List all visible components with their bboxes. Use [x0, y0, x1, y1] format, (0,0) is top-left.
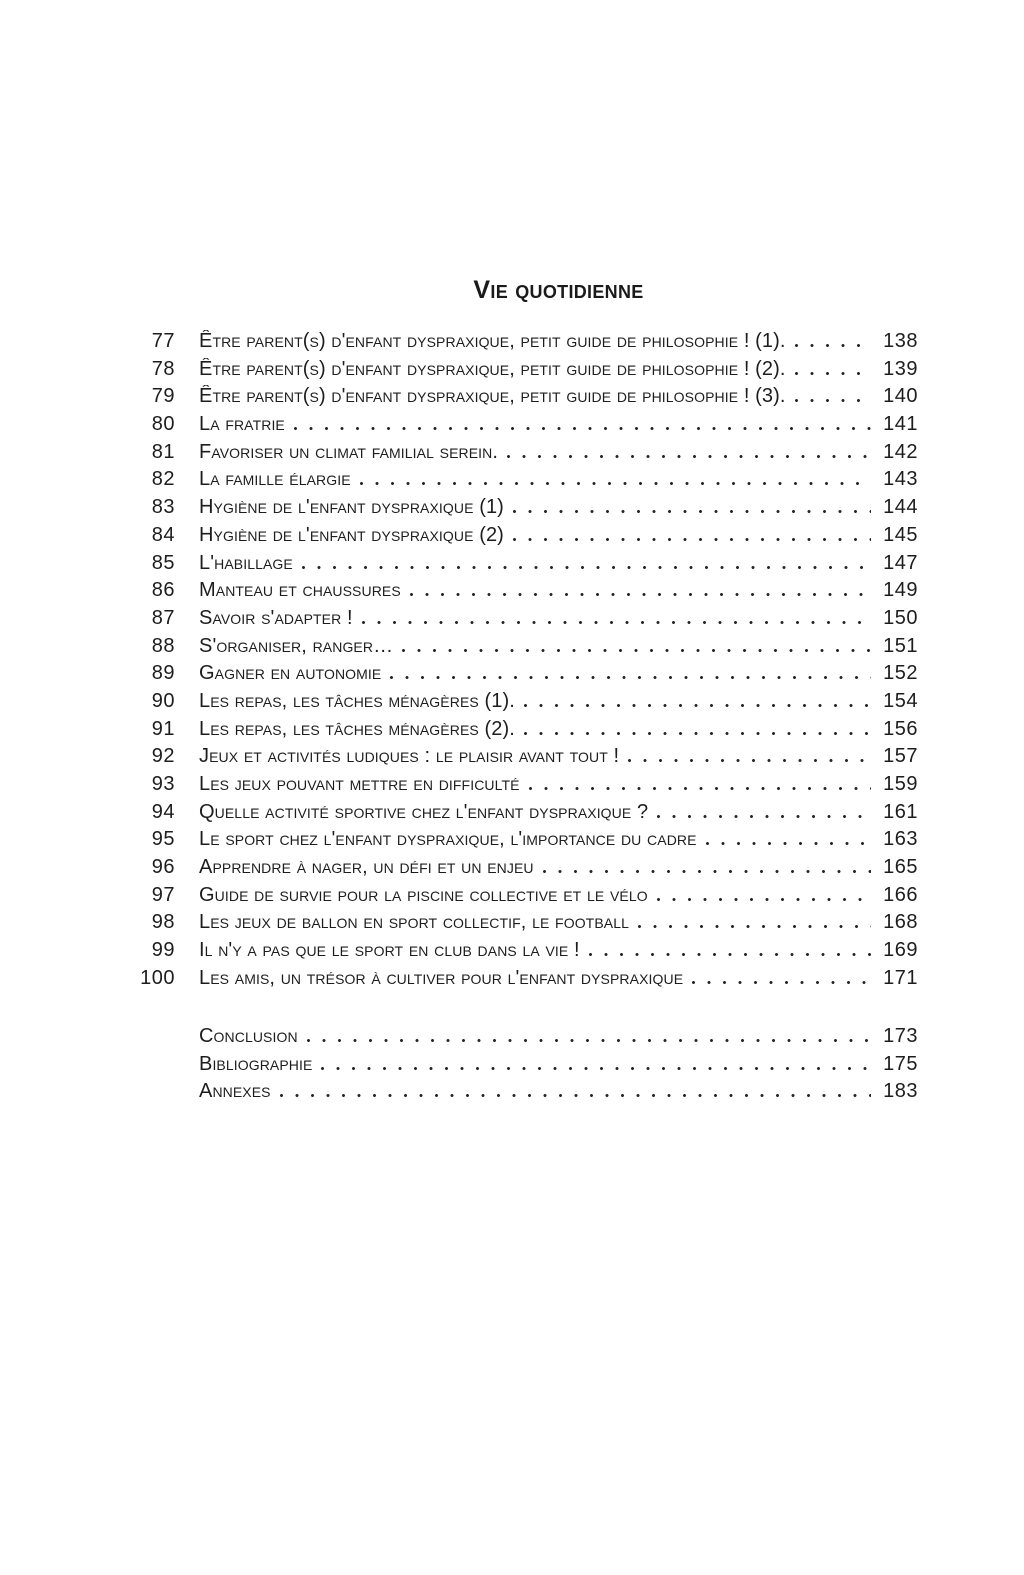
chapter-number: 96 [151, 856, 175, 879]
dot-leader [638, 925, 871, 928]
chapter-title: Être parent(s) d'enfant dyspraxique, petit guide de philosophie ! (3). [199, 385, 786, 408]
toc-entry-row [130, 468, 918, 496]
chapter-title: Les amis, un trésor à cultiver pour l'enfant dyspraxique [199, 966, 684, 989]
page-number: 183 [883, 1080, 918, 1103]
section-title: Vie quotidienne [473, 276, 644, 304]
dot-leader [513, 510, 871, 513]
chapter-title: Annexes [199, 1080, 271, 1103]
chapter-title: Être parent(s) d'enfant dyspraxique, petit guide de philosophie ! (1). [199, 330, 786, 352]
chapter-title: Il n'y a pas que le sport en club dans la vie ! [199, 939, 580, 962]
chapter-title: Bibliographie [199, 1052, 313, 1075]
toc-entry-row [130, 1025, 918, 1053]
chapter-title: Les jeux pouvant mettre en difficulté [199, 773, 520, 795]
toc-entry-row [130, 413, 918, 441]
chapter-title: Jeux et activités ludiques : le plaisir avant tout ! [199, 745, 620, 768]
chapter-title: Les jeux de ballon en sport collectif, le football [199, 911, 629, 934]
toc-entry-row [130, 524, 918, 552]
toc-entry-row [130, 939, 918, 967]
page-number: 166 [883, 883, 918, 906]
dot-leader [795, 344, 871, 347]
dot-leader [360, 482, 871, 485]
dot-leader [657, 898, 871, 901]
chapter-title: Le sport chez l'enfant dyspraxique, l'importance du cadre [199, 828, 697, 851]
dot-leader [294, 427, 871, 430]
page-number: 138 [883, 330, 918, 352]
toc-entry-row [130, 911, 918, 939]
page-number: 143 [883, 468, 918, 491]
chapter-title: Favoriser un climat familial serein. [199, 440, 499, 463]
page-number: 171 [883, 966, 918, 989]
chapter-title: La famille élargie [199, 468, 351, 491]
chapter-title: Hygiène de l'enfant dyspraxique (1) [199, 496, 504, 519]
page-number: 144 [883, 496, 918, 519]
page-number: 151 [883, 634, 918, 657]
toc-entry-row [130, 607, 918, 635]
page-number: 168 [883, 911, 918, 934]
toc-end-list [130, 1025, 918, 1108]
page-number: 165 [883, 856, 918, 879]
chapter-number: 86 [151, 579, 175, 602]
page-number: 150 [883, 606, 918, 629]
chapter-title: Être parent(s) d'enfant dyspraxique, petit guide de philosophie ! (2). [199, 357, 786, 380]
dot-leader [280, 1094, 871, 1097]
page-number: 147 [883, 551, 918, 574]
chapter-number: 84 [151, 523, 175, 546]
toc-entry-row [130, 773, 918, 801]
toc-entry-row [130, 330, 918, 358]
toc-list [130, 330, 918, 995]
page-number: 154 [883, 689, 918, 712]
dot-leader [390, 676, 871, 679]
chapter-number: 94 [151, 800, 175, 823]
toc-entry-row [130, 496, 918, 524]
chapter-title: Gagner en autonomie [199, 662, 382, 685]
dot-leader [628, 759, 871, 762]
chapter-title: L'habillage [199, 551, 293, 574]
chapter-number: 95 [151, 828, 175, 851]
chapter-title: Apprendre à nager, un défi et un enjeu [199, 856, 534, 879]
chapter-number: 98 [151, 911, 175, 934]
chapter-number: 93 [151, 773, 175, 795]
page-number: 157 [883, 745, 918, 768]
chapter-number: 88 [151, 634, 175, 657]
chapter-title: Hygiène de l'enfant dyspraxique (2) [199, 523, 504, 546]
toc-entry-row [130, 441, 918, 469]
dot-leader [529, 787, 871, 790]
page-number: 142 [883, 440, 918, 463]
chapter-title: Quelle activité sportive chez l'enfant dyspraxique ? [199, 800, 649, 823]
page-number: 163 [883, 828, 918, 851]
chapter-number: 83 [151, 496, 175, 519]
dot-leader [795, 399, 871, 402]
dot-leader [524, 704, 871, 707]
dot-leader [307, 1039, 871, 1042]
chapter-number: 89 [151, 662, 175, 685]
toc-entry-row [130, 884, 918, 912]
toc-entry-row [130, 690, 918, 718]
toc-entry-row [130, 1080, 918, 1108]
chapter-number: 78 [151, 357, 175, 380]
page-number: 145 [883, 523, 918, 546]
dot-leader [362, 621, 871, 624]
chapter-title: S'organiser, ranger… [199, 634, 394, 657]
toc-entry-row [130, 1053, 918, 1081]
dot-leader [524, 732, 871, 735]
page-number: 140 [883, 385, 918, 408]
page-number: 175 [883, 1052, 918, 1075]
chapter-number: 80 [151, 413, 175, 436]
chapter-number: 79 [151, 385, 175, 408]
chapter-number: 85 [151, 551, 175, 574]
chapter-number: 87 [151, 606, 175, 629]
toc-entry-row [130, 662, 918, 690]
dot-leader [692, 981, 871, 984]
page-number: 159 [883, 773, 918, 795]
dot-leader [795, 372, 871, 375]
page-number: 139 [883, 357, 918, 380]
page-number: 156 [883, 717, 918, 740]
page-number: 149 [883, 579, 918, 602]
chapter-title: Conclusion [199, 1025, 298, 1047]
toc-entry-row [130, 967, 918, 995]
chapter-title: Savoir s'adapter ! [199, 606, 353, 629]
dot-leader [410, 593, 871, 596]
page-number: 173 [883, 1025, 918, 1047]
dot-leader [706, 842, 871, 845]
chapter-number: 100 [140, 966, 175, 989]
dot-leader [589, 953, 871, 956]
toc-entry-row [130, 718, 918, 746]
chapter-title: Les repas, les tâches ménagères (1). [199, 689, 515, 712]
chapter-title: Guide de survie pour la piscine collective et le vélo [199, 883, 648, 906]
page-number: 141 [883, 413, 918, 436]
chapter-number: 82 [151, 468, 175, 491]
dot-leader [321, 1067, 871, 1070]
chapter-number: 90 [151, 689, 175, 712]
dot-leader [402, 649, 871, 652]
page-number: 152 [883, 662, 918, 685]
chapter-title: Les repas, les tâches ménagères (2). [199, 717, 515, 740]
chapter-number: 97 [151, 883, 175, 906]
toc-entry-row [130, 635, 918, 663]
chapter-number: 91 [151, 717, 175, 740]
toc-entry-row [130, 385, 918, 413]
chapter-number: 92 [151, 745, 175, 768]
page-number: 161 [883, 800, 918, 823]
dot-leader [657, 815, 871, 818]
chapter-title: Manteau et chaussures [199, 579, 401, 602]
dot-leader [507, 455, 871, 458]
toc-entry-row [130, 579, 918, 607]
dot-leader [302, 566, 871, 569]
toc-entry-row [130, 856, 918, 884]
toc-entry-row [130, 358, 918, 386]
toc-entry-row [130, 801, 918, 829]
page-number: 169 [883, 939, 918, 962]
dot-leader [513, 538, 871, 541]
chapter-number: 81 [151, 440, 175, 463]
chapter-number: 99 [151, 939, 175, 962]
toc-entry-row [130, 745, 918, 773]
toc-entry-row [130, 828, 918, 856]
toc-entry-row [130, 552, 918, 580]
dot-leader [543, 870, 871, 873]
chapter-number: 77 [151, 330, 175, 352]
chapter-title: La fratrie [199, 413, 285, 436]
